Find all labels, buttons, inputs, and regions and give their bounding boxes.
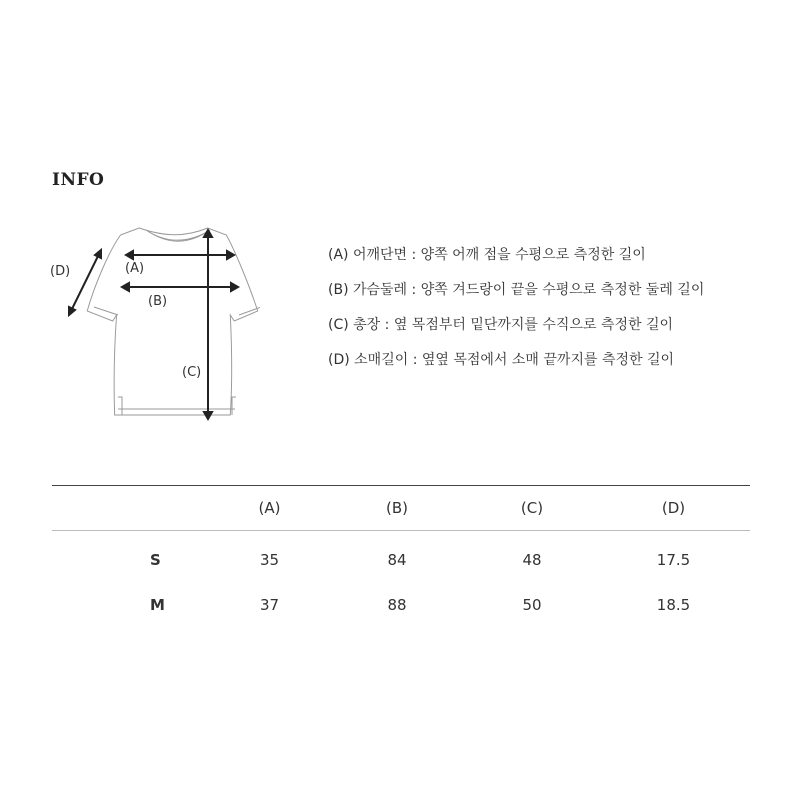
table-header-c: (C)	[520, 499, 544, 517]
value-cell-c: 48	[522, 551, 542, 569]
tshirt-measurement-diagram	[50, 215, 260, 425]
tshirt-left-cuff	[94, 307, 118, 315]
legend-item-c: (C) 총장 : 옆 목점부터 밑단까지를 수직으로 측정한 길이	[328, 317, 674, 333]
size-name-cell: S	[150, 551, 161, 569]
table-header-d: (D)	[661, 499, 686, 517]
value-cell-d: 18.5	[656, 596, 691, 614]
tshirt-left-side-slit	[118, 397, 122, 415]
measure-d-arrow	[71, 254, 99, 311]
tshirt-illustration	[50, 215, 260, 425]
table-header-a: (A)	[258, 499, 281, 517]
table-header-row	[52, 486, 750, 531]
size-name-cell: M	[150, 596, 165, 614]
legend-item-b: (B) 가슴둘레 : 양쪽 겨드랑이 끝을 수평으로 측정한 둘레 길이	[328, 282, 705, 298]
table-row	[52, 585, 750, 625]
table-header-b: (B)	[386, 499, 408, 517]
value-cell-b: 88	[387, 596, 407, 614]
tshirt-right-side-slit	[232, 397, 236, 415]
legend-item-a: (A) 어깨단면 : 양쪽 어깨 점을 수평으로 측정한 길이	[328, 247, 646, 263]
diagram-label-a: (A)	[125, 261, 145, 276]
diagram-label-b: (B)	[148, 294, 168, 309]
value-cell-a: 35	[259, 551, 280, 569]
page-title: INFO	[52, 170, 105, 190]
size-table	[52, 485, 750, 625]
diagram-label-c: (C)	[182, 365, 202, 380]
measurement-legend	[328, 246, 704, 386]
value-cell-a: 37	[259, 596, 280, 614]
table-row	[52, 531, 750, 586]
value-cell-c: 50	[522, 596, 542, 614]
table-header-size	[52, 486, 212, 531]
diagram-label-d: (D)	[50, 264, 71, 279]
legend-item-d: (D) 소매길이 : 옆옆 목점에서 소매 끝까지를 측정한 길이	[328, 352, 675, 368]
value-cell-d: 17.5	[656, 551, 691, 569]
value-cell-b: 84	[387, 551, 407, 569]
